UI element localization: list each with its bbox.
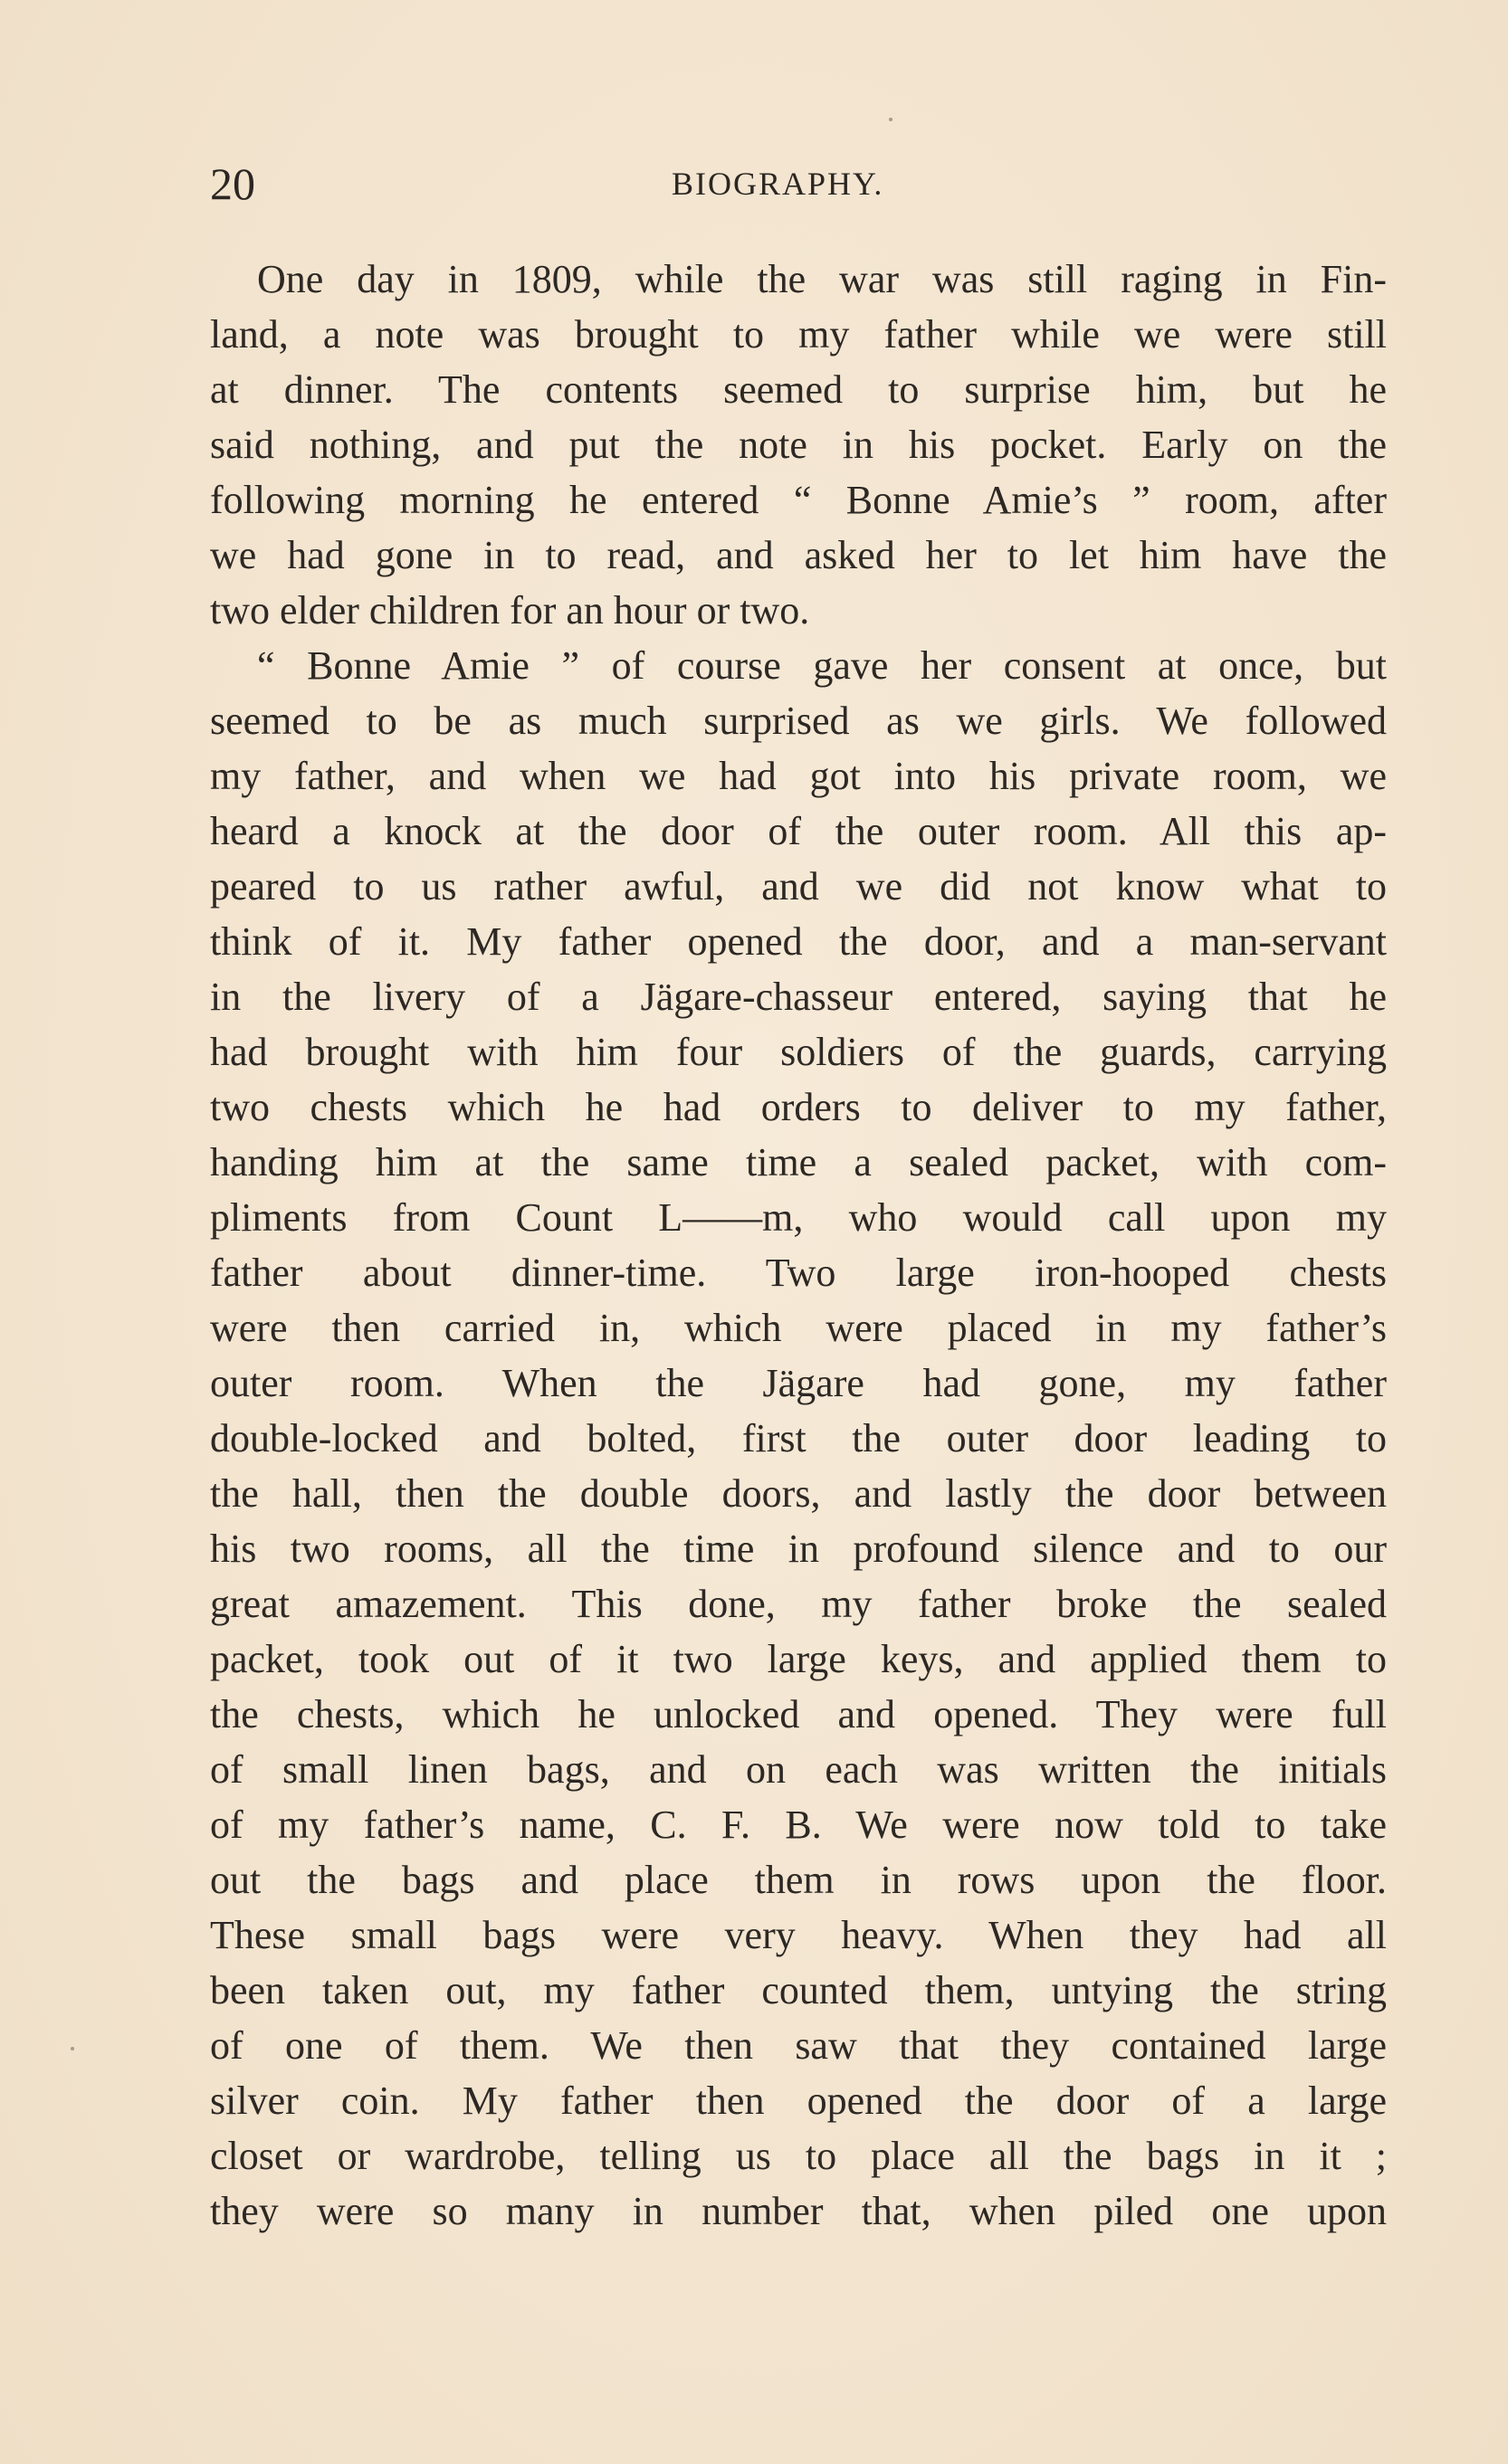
text-line: the chests, which he unlocked and opened. They were full — [210, 1692, 1387, 1736]
text-line: peared to us rather awful, and we did not know what to — [210, 864, 1387, 909]
body-text — [210, 252, 1387, 2239]
text-line: at dinner. The contents seemed to surprise him, but he — [210, 367, 1387, 412]
text-line: said nothing, and put the note in his pocket. Early on the — [210, 423, 1387, 467]
text-line: outer room. When the Jägare had gone, my father — [210, 1361, 1387, 1405]
text-line: “ Bonne Amie ” of course gave her consent at once, but — [257, 643, 1387, 688]
text-line: double-locked and bolted, first the outer door leading to — [210, 1416, 1387, 1460]
text-line: heard a knock at the door of the outer room. All this ap- — [210, 809, 1387, 853]
text-line: handing him at the same time a sealed packet, with com- — [210, 1140, 1387, 1184]
text-line: One day in 1809, while the war was still raging in Fin- — [257, 257, 1387, 301]
page-number: 20 — [210, 158, 255, 209]
paper-speck — [71, 2047, 74, 2050]
text-line: in the livery of a Jägare-chasseur entered, saying that he — [210, 975, 1387, 1019]
text-line: we had gone in to read, and asked her to let him have the — [210, 533, 1387, 577]
text-line: father about dinner-time. Two large iron-hooped chests — [210, 1251, 1387, 1295]
text-line: of small linen bags, and on each was written the initials — [210, 1747, 1387, 1792]
text-line: had brought with him four soldiers of the guards, carrying — [210, 1030, 1387, 1074]
text-line: These small bags were very heavy. When they had all — [210, 1913, 1387, 1957]
text-line: of my father’s name, C. F. B. We were now told to take — [210, 1803, 1387, 1847]
text-line: two elder children for an hour or two. — [210, 588, 810, 633]
text-line: pliments from Count L——m, who would call upon my — [210, 1195, 1387, 1240]
text-line: think of it. My father opened the door, and a man-servant — [210, 919, 1387, 964]
text-line: his two rooms, all the time in profound silence and to our — [210, 1527, 1387, 1571]
text-line: were then carried in, which were placed in my father’s — [210, 1306, 1387, 1350]
text-line: closet or wardrobe, telling us to place all the bags in it ; — [210, 2134, 1387, 2178]
text-line: two chests which he had orders to deliver to my father, — [210, 1085, 1387, 1129]
text-line: following morning he entered “ Bonne Amie’s ” room, after — [210, 478, 1387, 522]
page-header — [210, 152, 1387, 215]
paper-speck — [889, 118, 892, 121]
running-head: BIOGRAPHY. — [672, 166, 884, 202]
text-line: great amazement. This done, my father broke the sealed — [210, 1582, 1387, 1626]
text-line: silver coin. My father then opened the door of a large — [210, 2079, 1387, 2123]
text-line: land, a note was brought to my father while we were still — [210, 312, 1387, 357]
text-line: packet, took out of it two large keys, and applied them to — [210, 1637, 1387, 1681]
text-line: my father, and when we had got into his private room, we — [210, 754, 1387, 798]
text-line: of one of them. We then saw that they contained large — [210, 2023, 1387, 2068]
text-line: out the bags and place them in rows upon the floor. — [210, 1858, 1387, 1902]
text-line: they were so many in number that, when piled one upon — [210, 2189, 1387, 2233]
text-line: the hall, then the double doors, and lastly the door between — [210, 1471, 1387, 1516]
text-line: been taken out, my father counted them, untying the string — [210, 1968, 1387, 2012]
text-line: seemed to be as much surprised as we girls. We followed — [210, 699, 1387, 743]
